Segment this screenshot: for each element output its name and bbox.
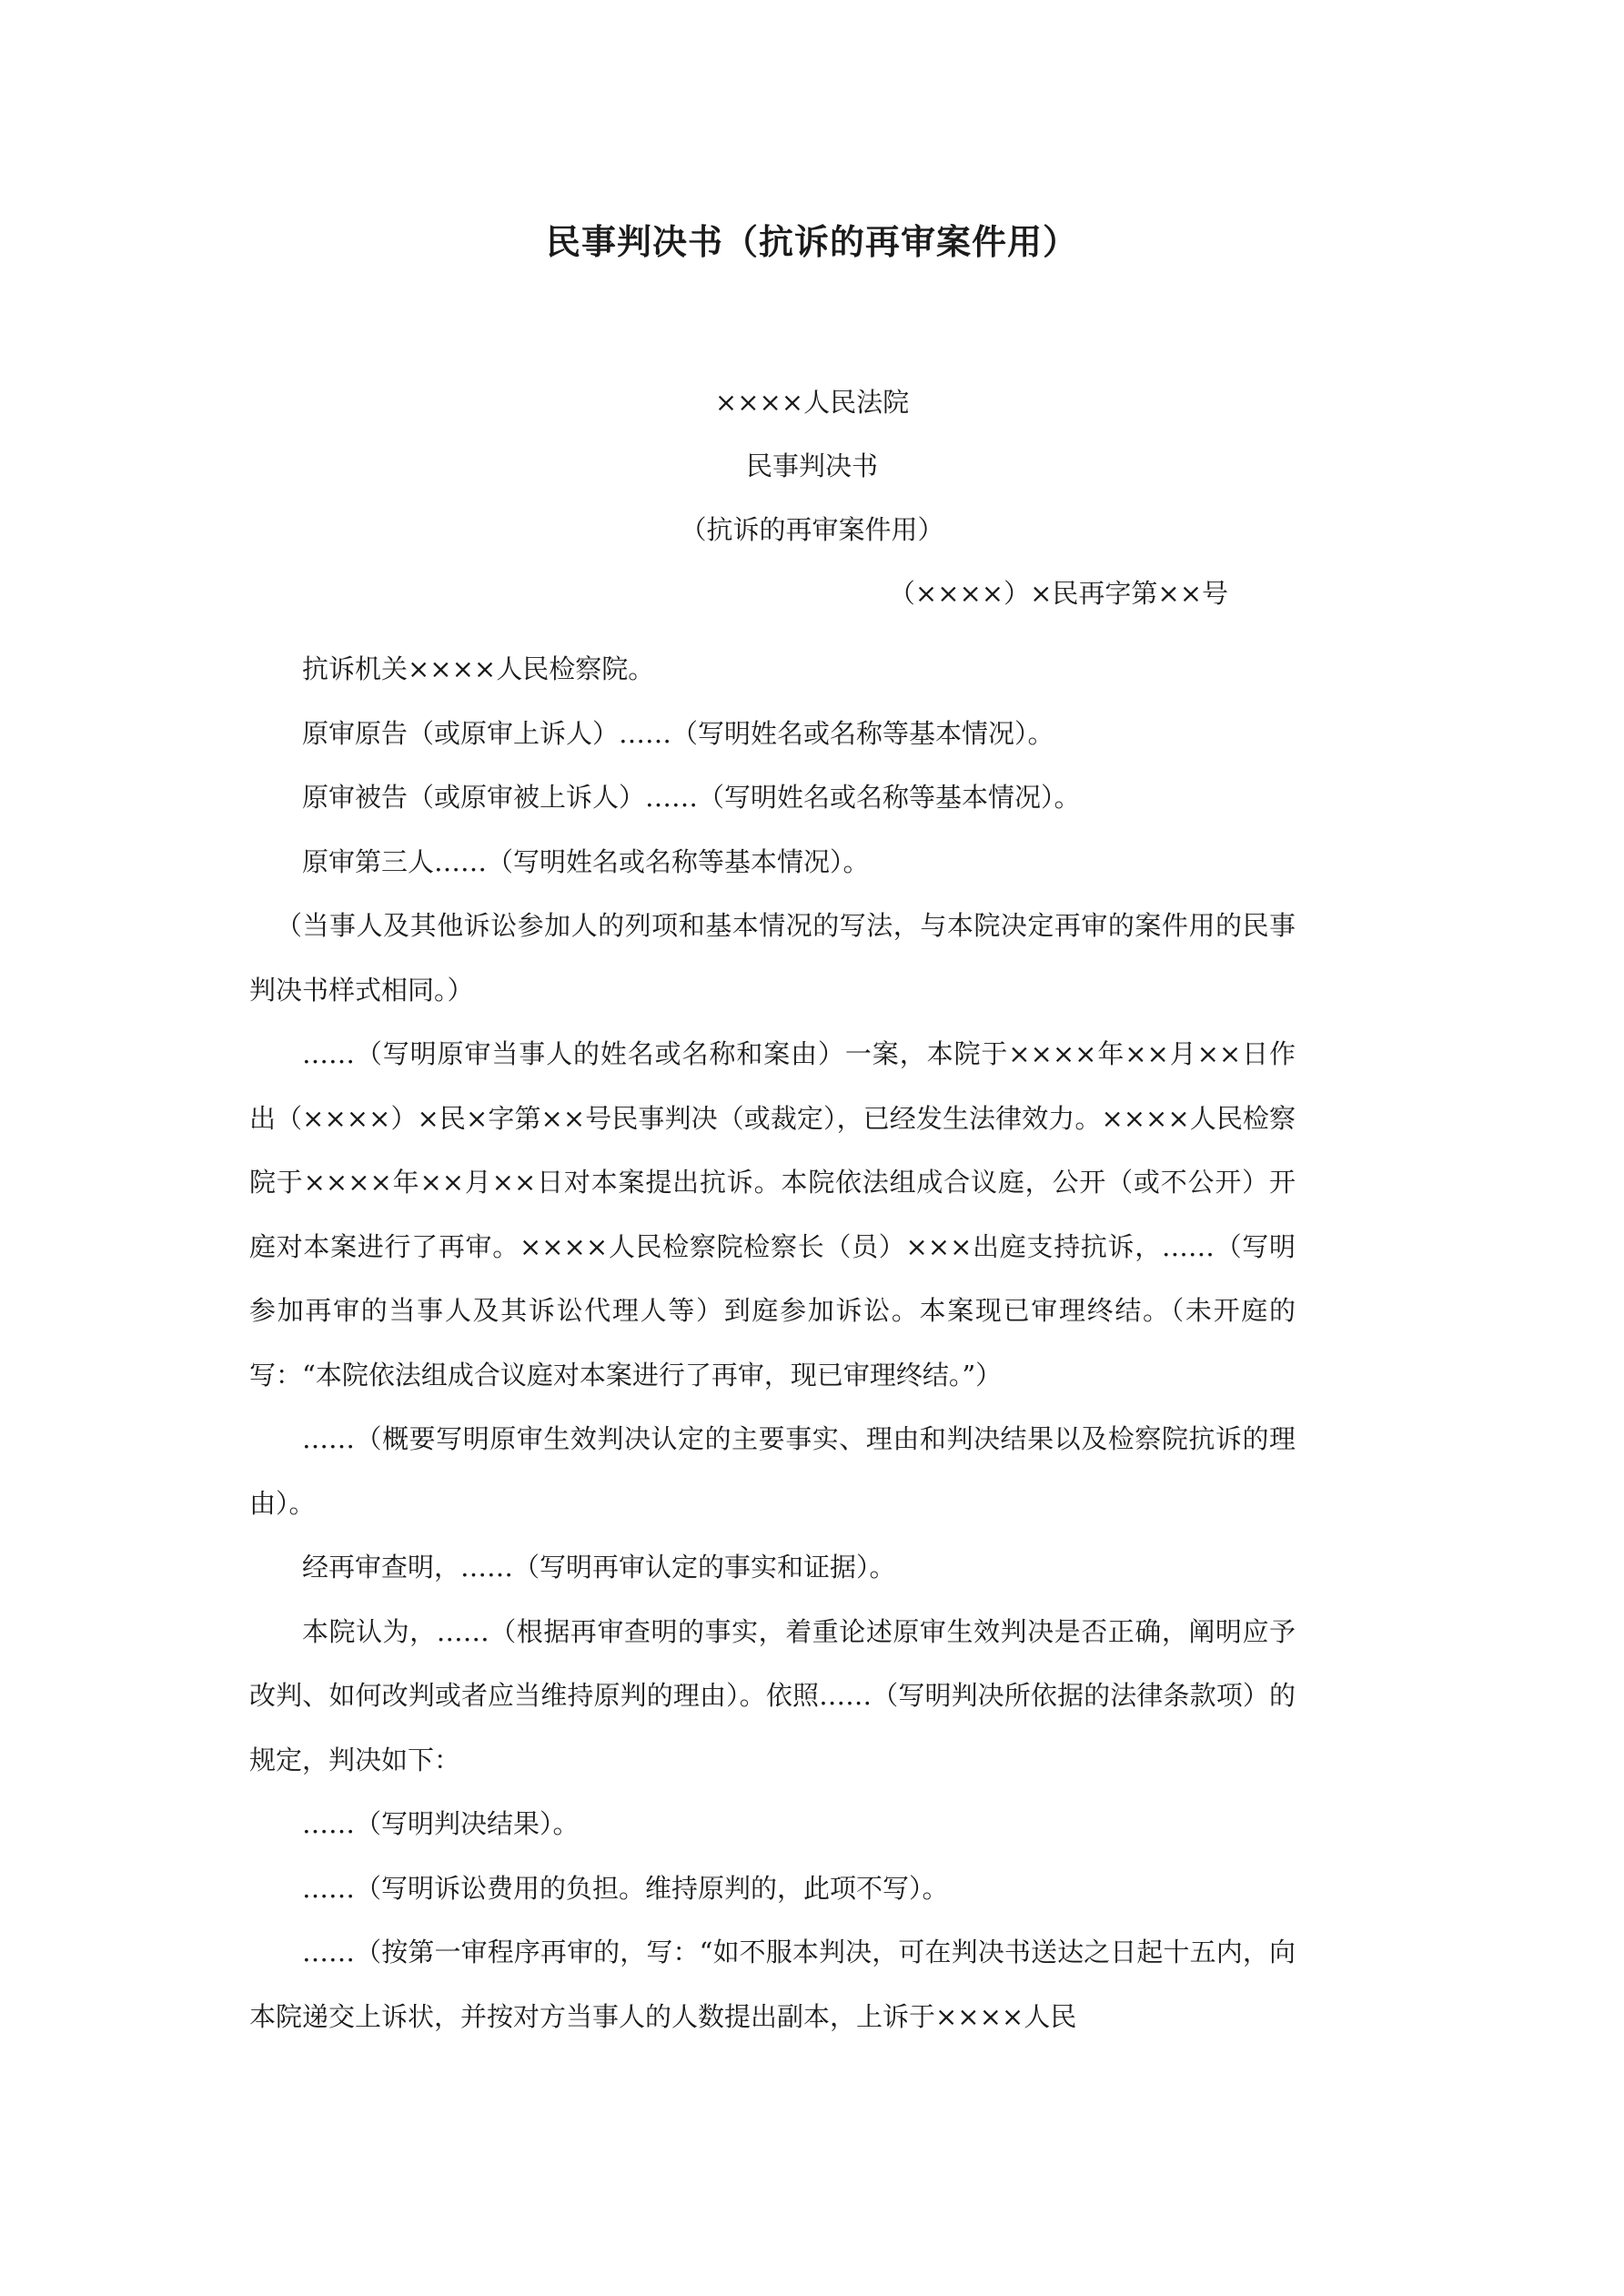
- paragraph-original-judgment-summary: ……（概要写明原审生效判决认定的主要事实、理由和判决结果以及检察院抗诉的理由）。: [249, 1423, 1296, 1519]
- paragraph-court-opinion: 本院认为，……（根据再审查明的事实，着重论述原审生效判决是否正确，阐明应予改判、如何改判或者应当维持原判的理由）。依照……（写明判决所依据的法律条款项）的规定，判决如下：: [249, 1615, 1296, 1775]
- paragraph-original-defendant: 原审被告（或原审被上诉人）……（写明姓名或名称等基本情况）。: [302, 782, 1081, 813]
- paragraph-case-history: ……（写明原审当事人的姓名或名称和案由）一案，本院于××××年××月××日作出（××××）×民×字第××号民事判决（或裁定），已经发生法律效力。××××人民检察院于××××年××月××日对本案提出抗诉。本院依法组成合议庭，公开（或不公开）开庭对本案进行了再审。××××人民检察院检察长（员）×××出庭支持抗诉，……（写明参加再审的当事人及其诉讼代理人等）到庭参加诉讼。本案现已审理终结。（未开庭的写：“本院依法组成合议庭对本案进行了再审，现已审理终结。”）: [249, 1038, 1296, 1391]
- court-name: ××××人民法院: [714, 387, 910, 418]
- paragraph-judgment-result: ……（写明判决结果）。: [302, 1808, 580, 1839]
- paragraph-protest-authority: 抗诉机关××××人民检察院。: [302, 653, 655, 684]
- paragraph-litigation-costs: ……（写明诉讼费用的负担。维持原判的，此项不写）。: [302, 1872, 949, 1904]
- paragraph-retrial-findings: 经再审查明，……（写明再审认定的事实和证据）。: [302, 1552, 896, 1583]
- paragraph-parties-note: （当事人及其他诉讼参加人的列项和基本情况的写法，与本院决定再审的案件用的民事判决书样式相同。）: [249, 910, 1296, 1006]
- document-body: [249, 637, 1296, 2048]
- paragraph-appeal-notice: ……（按第一审程序再审的，写：“如不服本判决，可在判决书送达之日起十五内，向本院递交上诉状，并按对方当事人的人数提出副本，上诉于××××人民: [249, 1937, 1296, 2032]
- case-number: （××××）×民再字第××号: [888, 578, 1228, 609]
- case-type: （抗诉的再审案件用）: [680, 514, 944, 545]
- document-type: 民事判决书: [745, 450, 878, 481]
- document-title: 民事判决书（抗诉的再审案件用）: [545, 221, 1078, 262]
- paragraph-third-party: 原审第三人……（写明姓名或名称等基本情况）。: [302, 845, 870, 877]
- paragraph-original-plaintiff: 原审原告（或原审上诉人）……（写明姓名或名称等基本情况）。: [302, 717, 1054, 749]
